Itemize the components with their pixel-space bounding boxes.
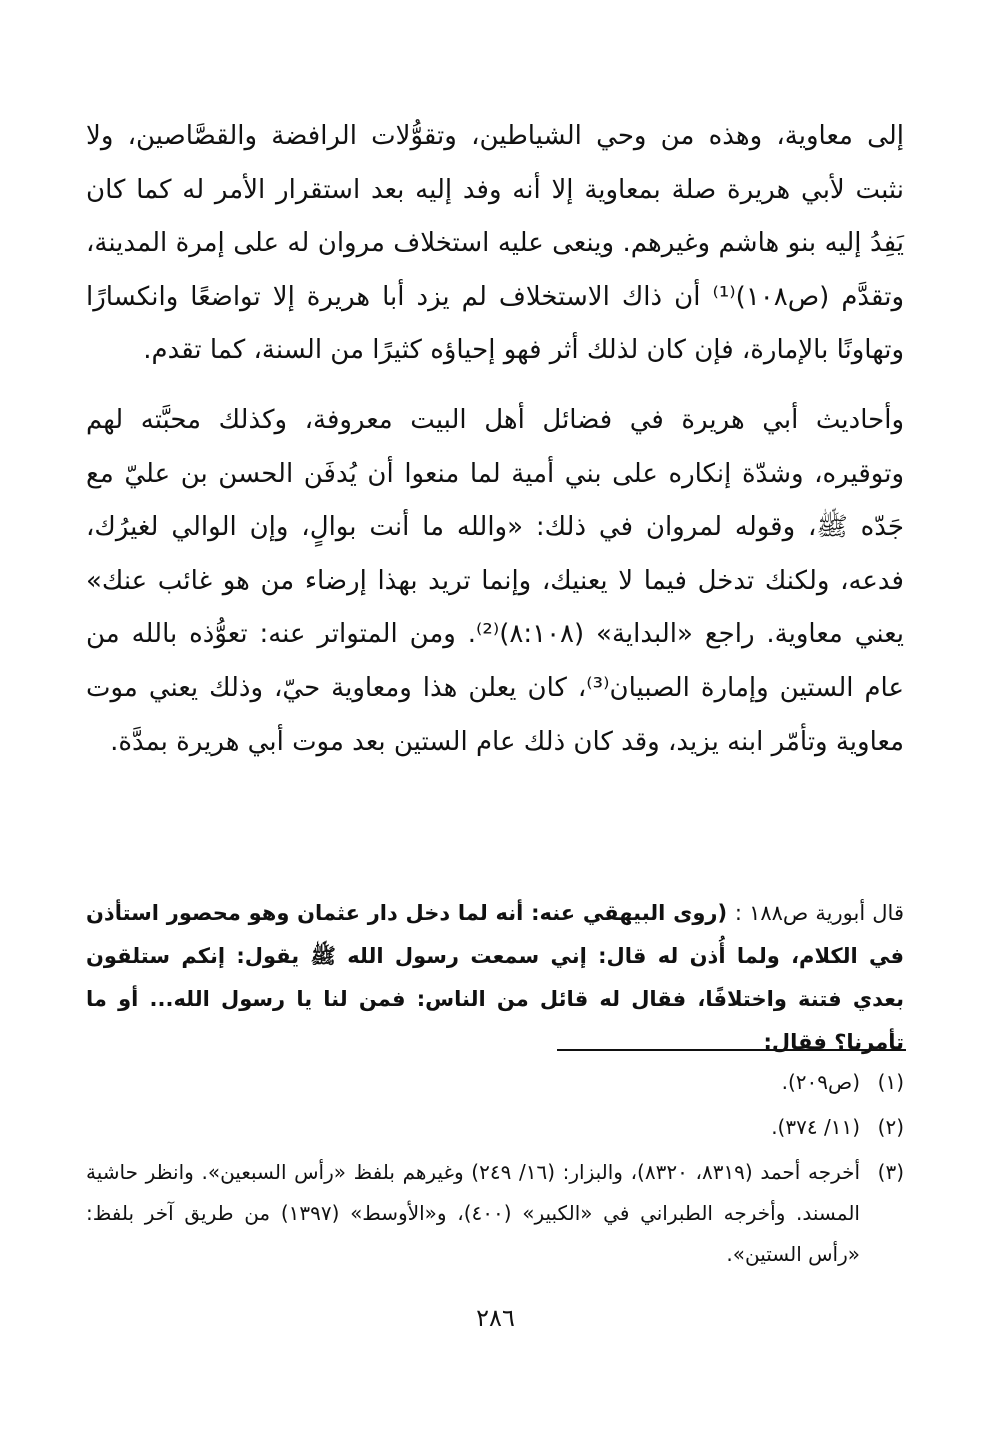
footnote-text: (١١/ ٣٧٤).	[771, 1115, 860, 1139]
quoted-passage	[86, 892, 904, 1064]
quote-text: (روى البيهقي عنه: أنه لما دخل دار عثمان وهو محصور استأذن في الكلام، ولما أُذن له قال: إني سمعت رسول الله ﷺ يقول: إنكم ستلقون بعدي فتنة واختلافًا، فقال له قائل من الناس: فمن لنا يا رسول الله... أو ما تأمرنا؟ فقال:	[86, 901, 904, 1054]
footnotes	[86, 1062, 904, 1279]
page-number: ٢٨٦	[476, 1304, 515, 1332]
paragraph-gap	[86, 378, 904, 394]
footnote-3	[86, 1152, 904, 1275]
main-text	[86, 110, 904, 769]
footnote-text: (ص٢٠٩).	[781, 1070, 860, 1094]
quote-intro: قال أبورية ص١٨٨ :	[734, 901, 904, 925]
footnote-number: (١)	[877, 1070, 904, 1094]
footnote-number: (٢)	[877, 1115, 904, 1139]
footnote-number: (٣)	[877, 1160, 904, 1184]
footnote-separator	[557, 1049, 906, 1051]
footnote-text: أخرجه أحمد (٨٣١٩، ٨٣٢٠)، والبزار: (١٦/ ٢٤٩) وغيرهم بلفظ «رأس السبعين». وانظر حاشية المسند. وأخرجه الطبراني في «الكبير» (٤٠٠)، و«الأوسط» (١٣٩٧) من طريق آخر بلفظ: «رأس الستين».	[86, 1160, 861, 1266]
footnote-2	[86, 1107, 904, 1148]
footnote-1	[86, 1062, 904, 1103]
paragraph-2: وأحاديث أبي هريرة في فضائل أهل البيت معروفة، وكذلك محبَّته لهم وتوقيره، وشدّة إنكاره على بني أمية لما منعوا أن يُدفَن الحسن بن عليّ مع جَدّه ﷺ، وقوله لمروان في ذلك: «والله ما أنت بوالٍ، وإن الوالي لغيرُك، فدعه، ولكنك تدخل فيما لا يعنيك، وإنما تريد بهذا إرضاء من هو غائب عنك» يعني معاوية. راجع «البداية» (٨:١٠٨)⁽²⁾. ومن المتواتر عنه: تعوُّذه بالله من عام الستين وإمارة الصبيان⁽³⁾، كان يعلن هذا ومعاوية حيّ، وذلك يعني موت معاوية وتأمّر ابنه يزيد، وقد كان ذلك عام الستين بعد موت أبي هريرة بمدَّة.	[86, 404, 904, 757]
paragraph-1: إلى معاوية، وهذه من وحي الشياطين، وتقوُّلات الرافضة والقصَّاصين، ولا نثبت لأبي هريرة صلة بمعاوية إلا أنه وفد إليه بعد استقرار الأمر له كما كان يَفِدُ إليه بنو هاشم وغيرهم. وينعى عليه استخلاف مروان له على إمرة المدينة، وتقدَّم (ص١٠٨)⁽¹⁾ أن ذاك الاستخلاف لم يزد أبا هريرة إلا تواضعًا وانكسارًا وتهاونًا بالإمارة، فإن كان لذلك أثر فهو إحياؤه كثيرًا من السنة، كما تقدم.	[86, 121, 905, 366]
